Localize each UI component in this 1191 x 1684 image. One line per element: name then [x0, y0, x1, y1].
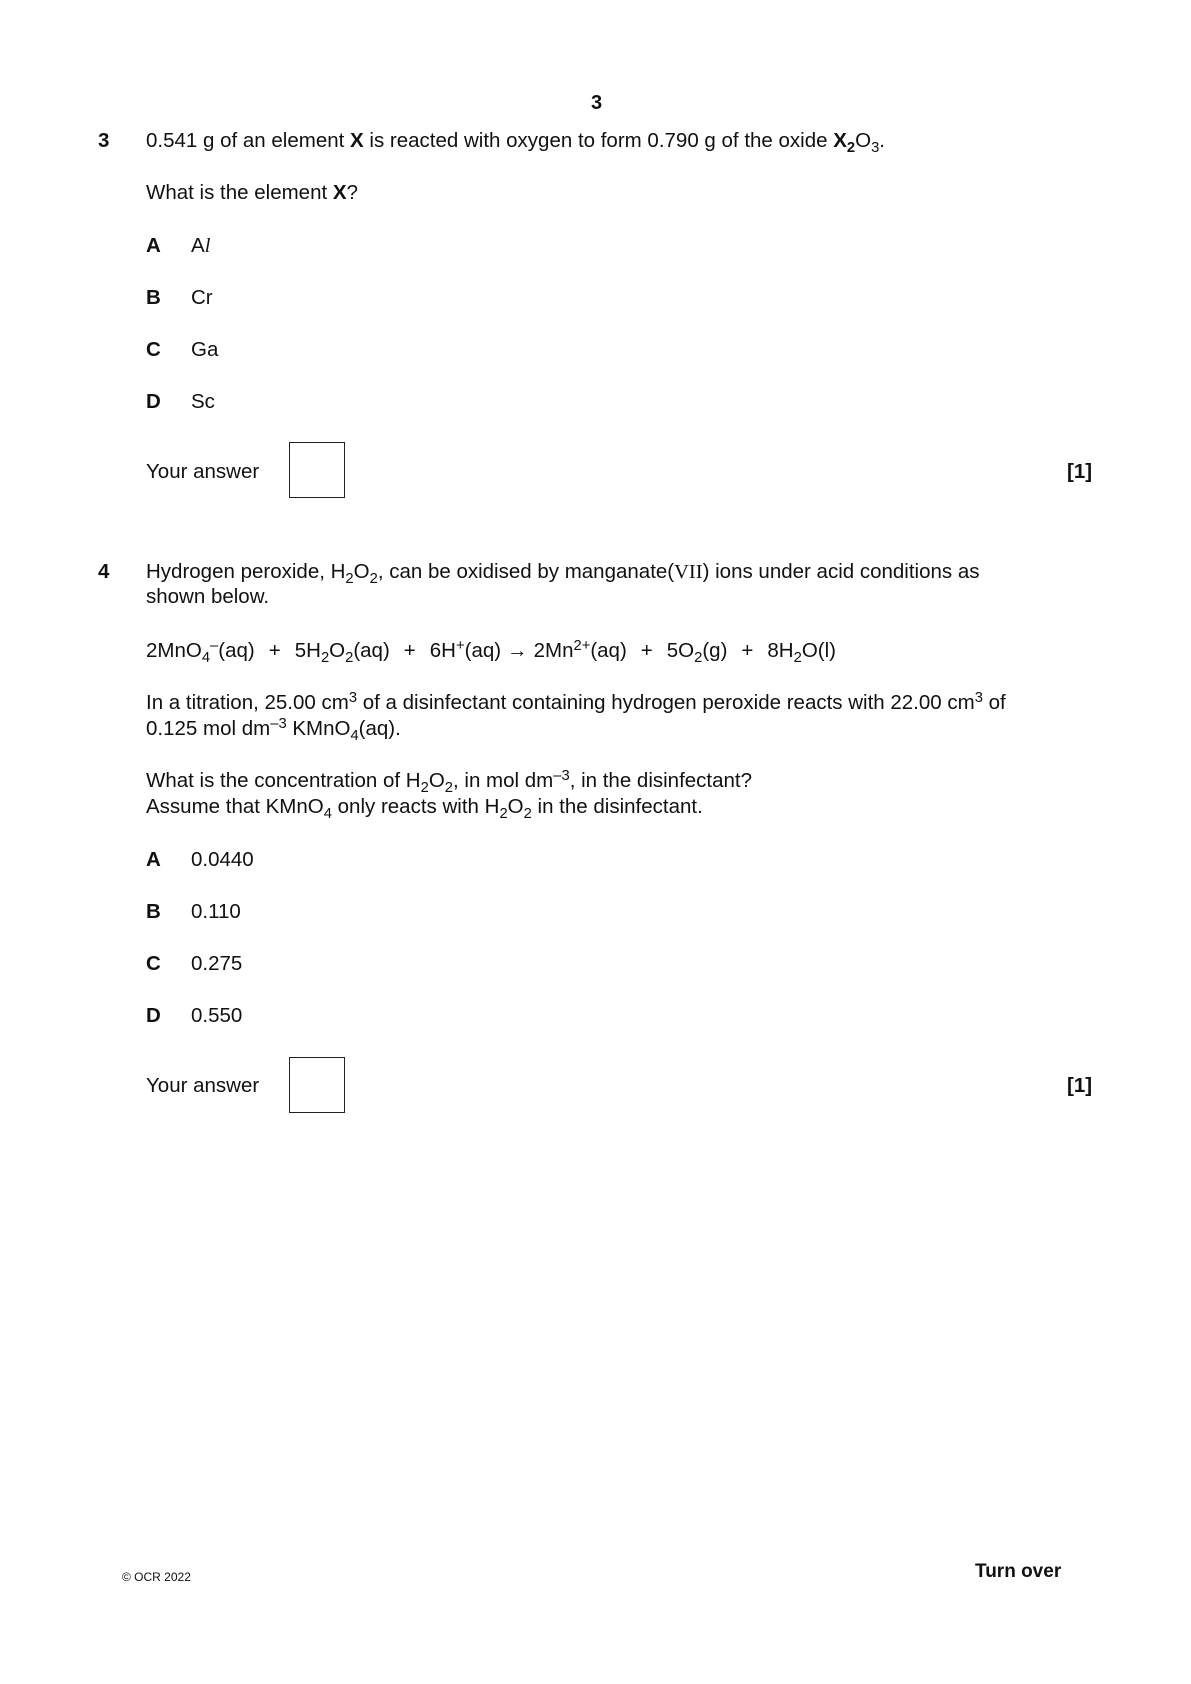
answer-label: Your answer [146, 1074, 260, 1097]
option-d[interactable]: D [146, 1004, 161, 1027]
page-number: 3 [591, 92, 603, 114]
copyright: © OCR 2022 [122, 1570, 191, 1584]
question-stem-line-1: Hydrogen peroxide, $H_2O_2$, can be oxidised by manganate(VII) ions under acid conditions as [146, 560, 980, 588]
titration-line-2: 0.125 mol $dm^{-3}$ KMnO$_4$(aq). [146, 715, 401, 745]
option-a-text: 0.0440 [191, 848, 254, 871]
option-letter: A [146, 234, 161, 257]
option-a[interactable]: A [146, 848, 161, 871]
chemical-equation: $2MnO_4^-(aq) + 5H_2O_2(aq) + 6H^+(aq) \to 2Mn^{2+}(aq) + 5O_2(g) + 8H_2O(l)$ [146, 637, 836, 667]
option-d-text: 0.550 [191, 1004, 243, 1027]
answer-box[interactable] [289, 1057, 345, 1113]
question-prompt: What is the element X? [146, 181, 358, 204]
option-b[interactable]: B [146, 900, 161, 923]
titration-line-1: In a titration, 25.00 $cm^3$ of a disinfectant containing hydrogen peroxide reacts with 22.00 $cm^3$ of [146, 689, 1006, 714]
answer-label: Your answer [146, 460, 260, 483]
option-b-text: 0.110 [191, 900, 241, 923]
question-number: 4 [98, 560, 110, 583]
marks: [1] [1067, 460, 1093, 483]
question-number: 3 [98, 129, 110, 152]
question-prompt-line-1: What is the concentration of $H_2O_2$, in mol $dm^{-3}$, in the disinfectant? [146, 767, 753, 797]
marks: [1] [1067, 1074, 1093, 1097]
question-stem: 0.541 g of an element X is reacted with oxygen to form 0.790 g of the oxide $X_2O_3$. [146, 129, 885, 157]
option-c-text: Ga [191, 338, 219, 361]
option-b-text: Cr [191, 286, 213, 309]
question-prompt-line-2: Assume that KMnO$_4$ only reacts with $H_2O_2$ in the disinfectant. [146, 795, 703, 823]
option-c-text: 0.275 [191, 952, 243, 975]
option-b[interactable]: B [146, 286, 161, 309]
answer-box[interactable] [289, 442, 345, 498]
option-a[interactable] [146, 236, 161, 257]
option-c[interactable]: C [146, 952, 161, 975]
option-a-text: Al [191, 234, 211, 257]
question-stem-line-2: shown below. [146, 585, 270, 608]
option-d[interactable]: D [146, 390, 161, 413]
reaction-arrow-icon: → [507, 639, 528, 662]
option-d-text: Sc [191, 390, 215, 413]
option-c[interactable]: C [146, 338, 161, 361]
turn-over: Turn over [975, 1561, 1062, 1582]
